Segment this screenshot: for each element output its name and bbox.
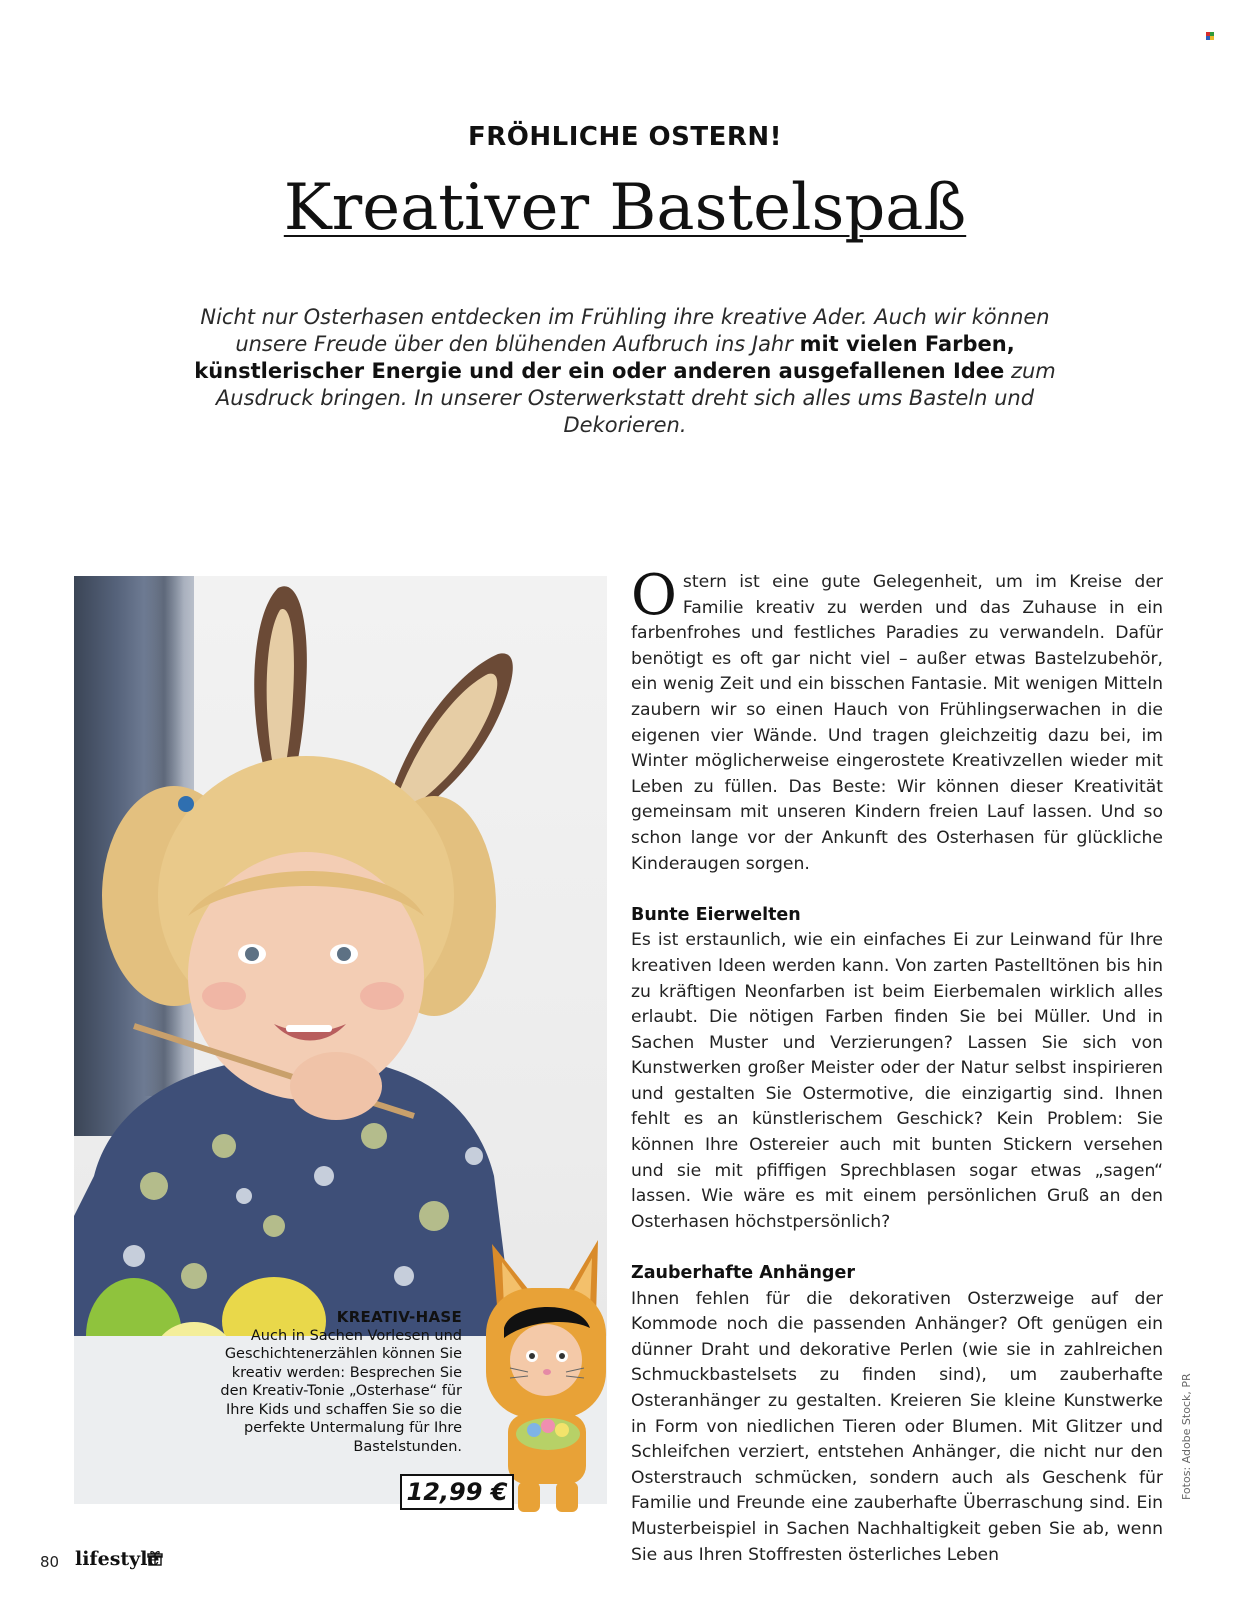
magazine-brand: lifestyle [75,1548,160,1570]
intro-paragraph [190,304,1060,439]
photo-credit: Fotos: Adobe Stock, PR [1180,1373,1193,1500]
color-mark-icon [1206,32,1215,40]
article-body [631,563,1163,1568]
product-caption [218,1308,462,1456]
product-title: KREATIV-HASE [336,1308,462,1326]
article-paragraph-2: Es ist erstaunlich, wie ein einfaches Ei zur Leinwand für Ihre kreativen Ideen werden kann. Von zarten Pastelltönen bis hin zu kräftigen Neonfarben ist beim Eierbemalen wirklich alles erlaubt. Die nötigen Farben finden Sie bei Müller. Und in Sachen Muster und Verzierungen? Lassen Sie sich von Kunstwerken großer Meister oder der Natur selbst inspirieren und gestalten Sie Ostermotive, die einzigartig sind. Ihnen fehlt es an künstlerischem Geschick? Kein Problem: Sie können Ihre Ostereier auch mit bunten Stickern versehen und sie mit pfiffigen Sprechblasen sogar etwas „sagen“ lassen. Wie wäre es mit einem persönlichen Gruß an den Osterhasen höchstpersönlich? [631,930,1163,1232]
subheading-anhaenger: Zauberhafte Anhänger [631,1263,855,1284]
page-title [0,168,1250,248]
product-description: Auch in Sachen Vorlesen und Geschichtenerzählen können Sie kreativ werden: Besprechen Sie den Kreativ-Tonie „Osterhase“ für Ihre Kids und schaffen Sie so die perfekte Untermalung für Ihre Bastelstunden. [220,1327,462,1455]
subheading-eierwelten: Bunte Eierwelten [631,904,801,925]
intro-text-2: zum Ausdruck bringen. In unserer Osterwerkstatt dreht sich alles ums Basteln und Dekorieren. [215,359,1056,437]
page-title-text: Kreativer Bastelspaß [283,171,967,245]
page-number: 80 [40,1553,60,1571]
drop-cap: O [631,563,677,628]
section-kicker: FRÖHLICHE OSTERN! [468,122,782,152]
price-tag: 12,99 € [400,1474,514,1510]
article-paragraph-1-text: stern ist eine gute Gelegenheit, um im Kreise der Familie kreativ zu werden und das Zuhause in ein farbenfrohes und festliches Paradies zu verwandeln. Dafür benötigt es oft gar nicht viel – außer etwas Bastelzubehör, ein wenig Zeit und ein bisschen Fantasie. Mit wenigen Mitteln zaubern wir so einen Hauch von Frühlingserwachen in die eigenen vier Wände. Und tragen gleichzeitig dazu bei, im Winter möglicherweise eingerostete Kreativzellen wieder mit Leben zu füllen. Das Beste: Wir können dieser Kreativität gemeinsam mit unseren Kindern freien Lauf lassen. Und so schon lange vor der Ankunft des Osterhasen für glückliche Kinderaugen sorgen. [631,572,1163,874]
article-paragraph-1 [631,563,1163,877]
intro-bold-text: mit vielen Farben, künstlerischer Energie und der ein oder anderen ausgefallenen Idee [194,332,1015,383]
article-paragraph-3: Ihnen fehlen für die dekorativen Osterzweige auf der Kommode noch die passenden Anhänger? Oft genügen ein dünner Draht und dekorative Perlen (wie sie in zahlreichen Schmuckbastelsets zu finden sind), um zauberhafte Osteranhänger zu gestalten. Kreieren Sie kleine Kunstwerke in Form von niedlichen Tieren oder Blumen. Mit Glitzer und Schleifchen verziert, entstehen Anhänger, die nicht nur den Osterstrauch schmücken, sondern auch als Geschenk für Familie und Freunde eine zauberhafte Überraschung sind. Ein Musterbeispiel in Sachen Nachhaltigkeit geben Sie ab, wenn Sie aus Ihren Stoffresten österliches Leben [631,1288,1163,1565]
intro-text-1: Nicht nur Osterhasen entdecken im Frühling ihre kreative Ader. Auch wir können unsere Freude über den blühenden Aufbruch ins Jahr [200,305,1050,356]
gift-box-icon [147,1550,163,1566]
